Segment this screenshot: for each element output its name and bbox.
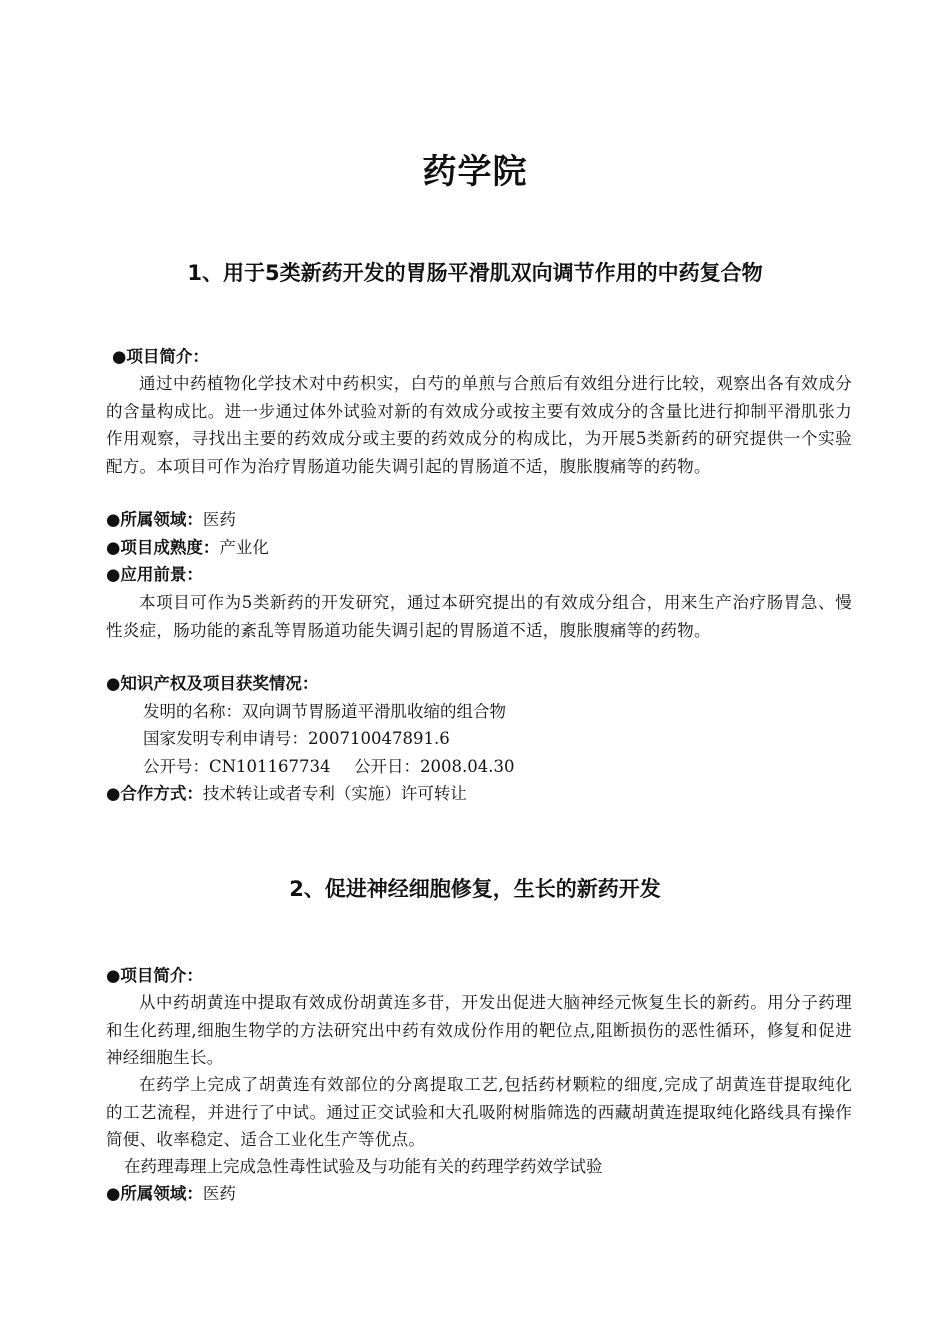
project2-intro-label-text: ●项目简介： xyxy=(106,966,203,985)
project1-prospect-text: 本项目可作为5类新药的开发研究，通过本研究提出的有效成分组合，用来生产治疗肠胃急、慢性炎症，肠功能的紊乱等胃肠道功能失调引起的胃肠道不适，腹胀腹痛等的药物。 xyxy=(106,593,852,640)
project1-ip-name: 发明的名称：双向调节胃肠道平滑肌收缩的组合物 xyxy=(143,702,506,721)
project1-field-value: 医药 xyxy=(202,510,236,529)
project1-coop-label: ●合作方式： xyxy=(106,784,203,803)
project1-field-label: ●所属领域： xyxy=(106,510,203,529)
project1-maturity xyxy=(106,535,269,561)
project1-prospect-label-text: ●应用前景： xyxy=(106,565,203,584)
project2-intro-p1: 从中药胡黄连中提取有效成份胡黄连多苷，开发出促进大脑神经元恢复生长的新药。用分子药理和生化药理,细胞生物学的方法研究出中药有效成份作用的靶位点,阻断损伤的恶性循环，修复和促进神经细胞生长。 xyxy=(106,993,852,1067)
project1-heading: 1、用于5类新药开发的胃肠平滑肌双向调节作用的中药复合物 xyxy=(187,261,763,285)
project1-intro-label xyxy=(112,344,209,370)
project1-ip-pubdate: 公开日：2008.04.30 xyxy=(354,757,515,776)
project2-intro-p3: 在药理毒理上完成急性毒性试验及与功能有关的药理学药效学试验 xyxy=(124,1157,603,1176)
page-title: 药学院 xyxy=(422,152,528,192)
project1-prospect-label xyxy=(106,562,203,588)
project1-maturity-value: 产业化 xyxy=(219,538,269,557)
project1-ip-label xyxy=(106,671,318,697)
project2-field-label: ●所属领域： xyxy=(106,1184,203,1203)
project1-intro-text: 通过中药植物化学技术对中药枳实，白芍的单煎与合煎后有效组分进行比较，观察出各有效成分的含量构成比。进一步通过体外试验对新的有效成分或按主要有效成分的含量比进行抑制平滑肌张力作用观察，寻找出主要的药效成分或主要的药效成分的构成比，为开展5类新药的研究提供一个实验配方。本项目可作为治疗胃肠道功能失调引起的胃肠道不适，腹胀腹痛等的药物。 xyxy=(106,374,852,476)
project2-intro-label xyxy=(106,963,203,989)
project1-ip-pubno: 公开号：CN101167734 xyxy=(143,757,331,776)
project1-maturity-label: ●项目成熟度： xyxy=(106,538,220,557)
project2-heading: 2、促进神经细胞修复，生长的新药开发 xyxy=(289,877,661,901)
project1-field xyxy=(106,507,236,533)
project1-ip-label-text: ●知识产权及项目获奖情况： xyxy=(106,674,319,693)
project1-intro-label-text: ●项目简介： xyxy=(112,347,209,366)
project2-field-value: 医药 xyxy=(202,1184,236,1203)
project1-ip-appno: 国家发明专利申请号：200710047891.6 xyxy=(143,729,450,748)
project1-coop xyxy=(106,781,467,807)
project2-intro-p2: 在药学上完成了胡黄连有效部位的分离提取工艺,包括药材颗粒的细度,完成了胡黄连苷提取纯化的工艺流程，并进行了中试。通过正交试验和大孔吸附树脂筛选的西藏胡黄连提取纯化路线具有操作简便、收率稳定、适合工业化生产等优点。 xyxy=(106,1075,852,1149)
project1-coop-value: 技术转让或者专利（实施）许可转让 xyxy=(202,784,467,803)
project2-field xyxy=(106,1181,236,1207)
